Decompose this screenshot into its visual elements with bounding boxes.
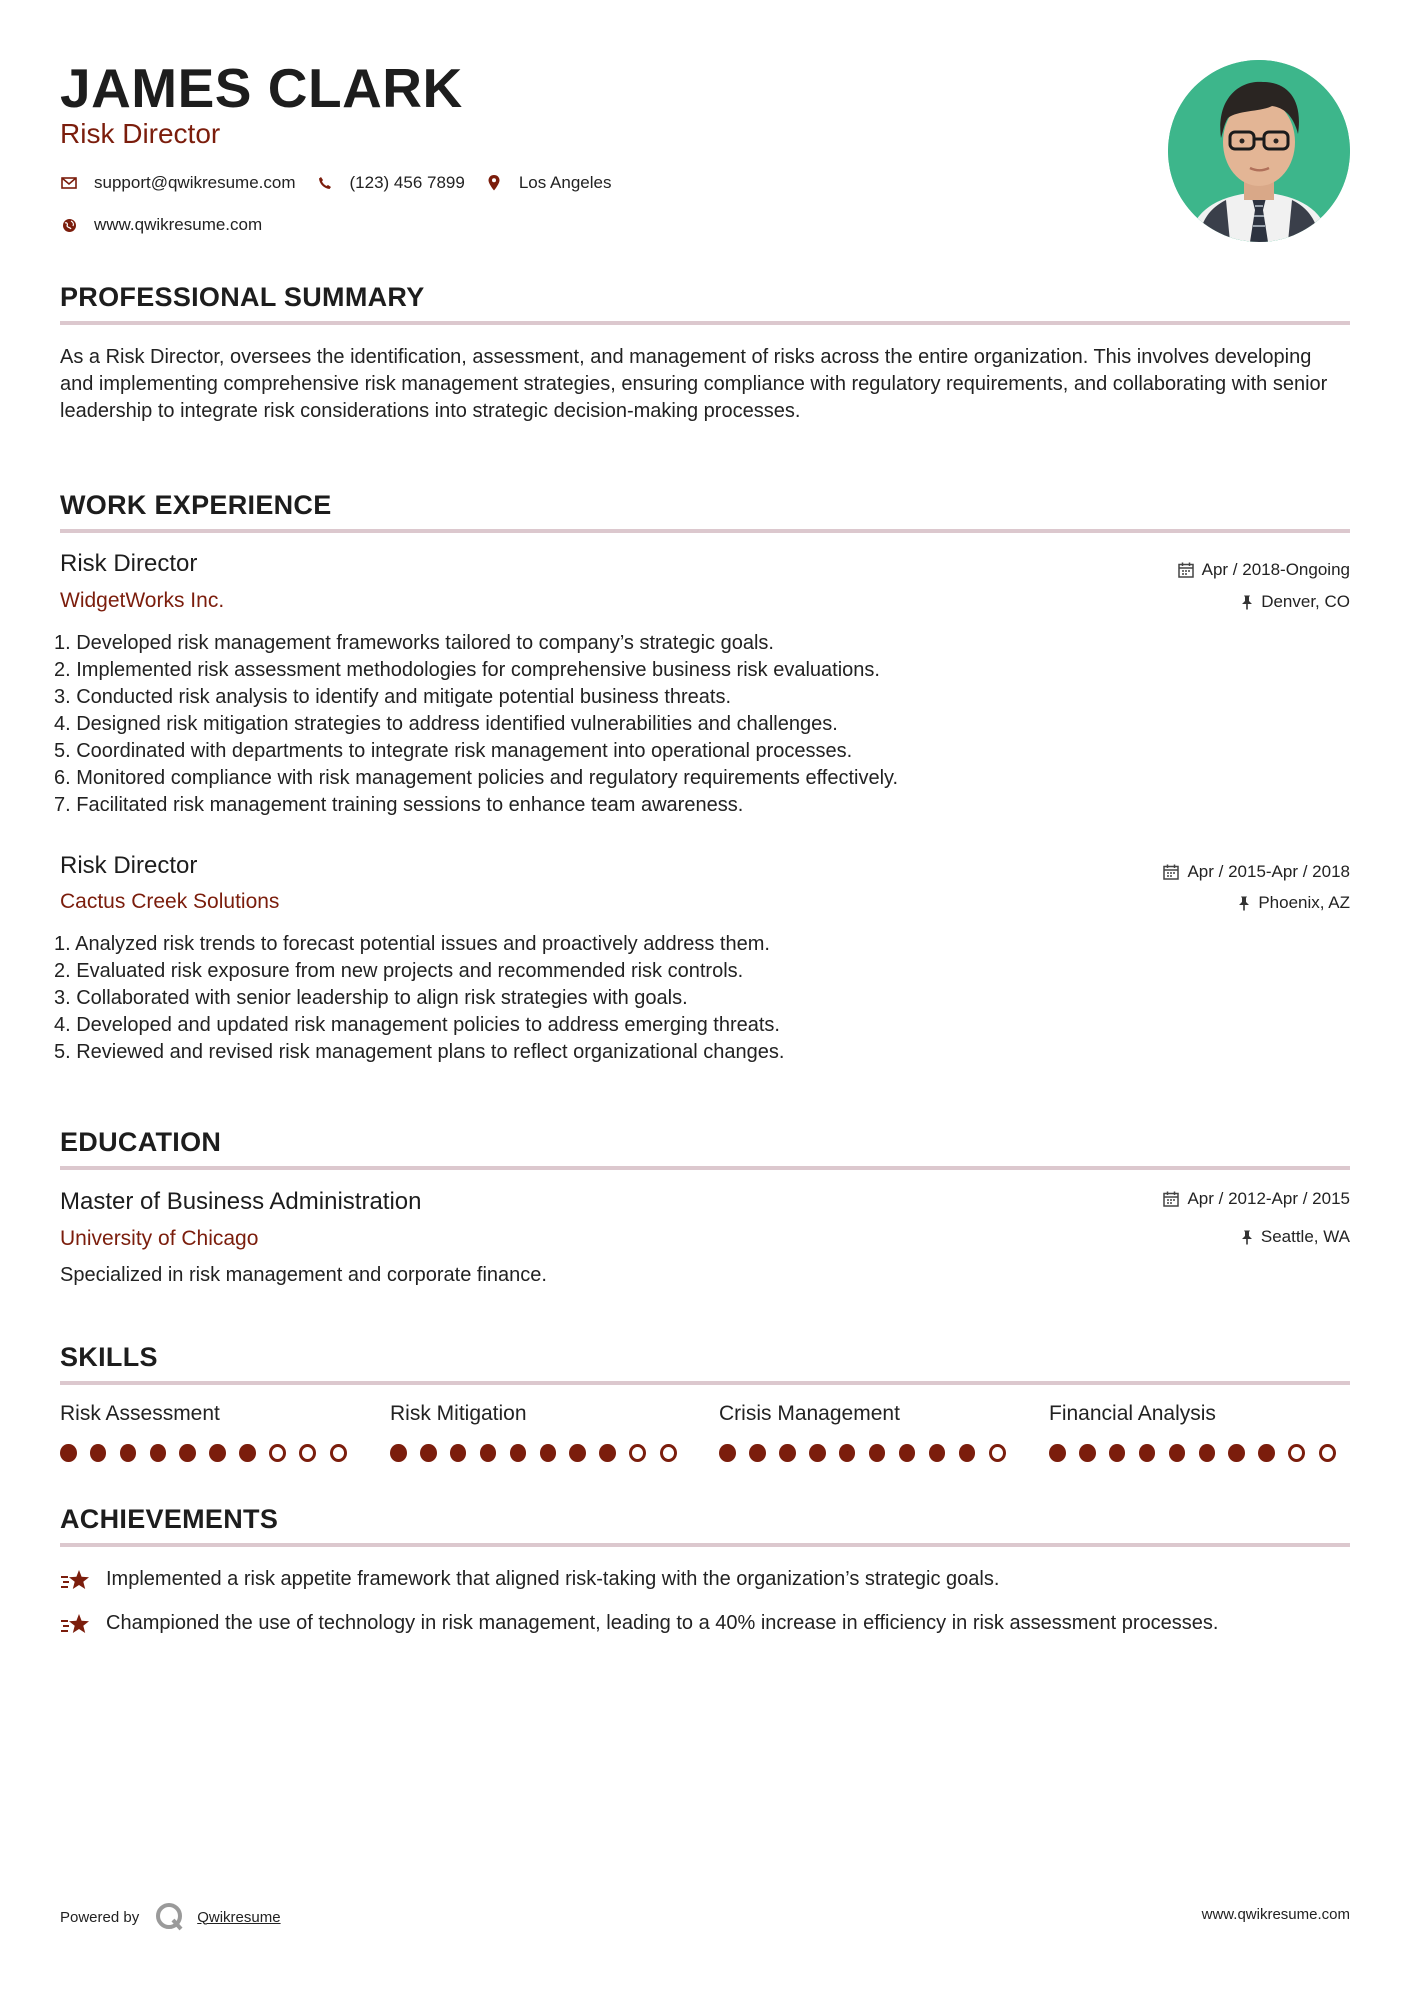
rating-dot-filled (1199, 1444, 1216, 1462)
summary-divider (60, 321, 1350, 325)
job-2-dates-text: Apr / 2015-Apr / 2018 (1187, 862, 1350, 881)
achievements-divider (60, 1543, 1350, 1547)
skill-name: Financial Analysis (1049, 1402, 1216, 1425)
contact-row-secondary (60, 215, 282, 235)
job-1-title: Risk Director (60, 550, 198, 577)
education-location (1241, 1227, 1350, 1247)
email-text[interactable]: support@qwikresume.com (94, 173, 296, 192)
skill-item (719, 1402, 1019, 1462)
education-description: Specialized in risk management and corporate finance. (60, 1264, 547, 1286)
job-1-location-text: Denver, CO (1261, 592, 1350, 611)
rating-dot-empty (989, 1444, 1006, 1462)
job-2-title: Risk Director (60, 852, 198, 879)
rating-dot-filled (120, 1444, 137, 1462)
list-item: 2. Evaluated risk exposure from new projects and recommended risk controls. (54, 960, 744, 982)
skill-rating (1049, 1444, 1349, 1462)
pin-icon (1241, 1230, 1253, 1245)
qwikresume-link[interactable]: Qwikresume (197, 1908, 281, 1926)
rating-dot-filled (869, 1444, 886, 1462)
job-2-bullets (54, 931, 1344, 1066)
list-item: 3. Conducted risk analysis to identify and mitigate potential business threats. (54, 686, 732, 708)
job-1-dates-text: Apr / 2018-Ongoing (1201, 560, 1350, 579)
pin-icon (1241, 595, 1253, 610)
rating-dot-filled (1049, 1444, 1066, 1462)
rating-dot-filled (749, 1444, 766, 1462)
rating-dot-filled (179, 1444, 196, 1462)
rating-dot-filled (899, 1444, 916, 1462)
candidate-title: Risk Director (60, 118, 221, 149)
experience-heading: WORK EXPERIENCE (60, 490, 332, 520)
rating-dot-filled (1169, 1444, 1186, 1462)
skill-rating (719, 1444, 1019, 1462)
rating-dot-empty (269, 1444, 286, 1462)
job-1-company: WidgetWorks Inc. (60, 589, 225, 612)
job-2-dates (1163, 862, 1350, 882)
achievement-item (60, 1566, 1350, 1602)
rating-dot-filled (450, 1444, 467, 1462)
rating-dot-filled (569, 1444, 586, 1462)
job-1-bullets (54, 630, 1344, 819)
rating-dot-filled (150, 1444, 167, 1462)
candidate-name: JAMES CLARK (60, 57, 463, 119)
skill-name: Risk Assessment (60, 1402, 220, 1425)
rating-dot-filled (1139, 1444, 1156, 1462)
rating-dot-filled (90, 1444, 107, 1462)
rating-dot-empty (660, 1444, 677, 1462)
skill-name: Risk Mitigation (390, 1402, 527, 1425)
job-2-company: Cactus Creek Solutions (60, 890, 280, 913)
phone-text: (123) 456 7899 (349, 173, 465, 192)
rating-dot-filled (540, 1444, 557, 1462)
list-item: 6. Monitored compliance with risk management policies and regulatory requirements effectively. (54, 767, 899, 789)
achievement-text: Championed the use of technology in risk management, leading to a 40% increase in efficiency in risk assessment processes. (106, 1612, 1219, 1634)
rating-dot-filled (1258, 1444, 1275, 1462)
rating-dot-filled (510, 1444, 527, 1462)
job-2-location (1238, 893, 1350, 913)
qwikresume-logo-icon (153, 1900, 187, 1934)
education-heading: EDUCATION (60, 1127, 222, 1157)
job-1-dates (1178, 560, 1350, 580)
star-award-icon (60, 1610, 92, 1646)
calendar-icon (1178, 562, 1194, 578)
list-item: 1. Analyzed risk trends to forecast potential issues and proactively address them. (54, 933, 770, 955)
rating-dot-filled (1109, 1444, 1126, 1462)
rating-dot-empty (629, 1444, 646, 1462)
education-dates (1163, 1189, 1350, 1209)
list-item: 3. Collaborated with senior leadership to align risk strategies with goals. (54, 987, 688, 1009)
email-icon (60, 174, 78, 192)
avatar-illustration (1168, 60, 1350, 242)
powered-by-label: Powered by (60, 1908, 140, 1926)
list-item: 5. Coordinated with departments to integrate risk management into operational processes. (54, 740, 853, 762)
phone-icon (316, 174, 334, 192)
calendar-icon (1163, 1191, 1179, 1207)
job-2-location-text: Phoenix, AZ (1258, 893, 1350, 912)
rating-dot-filled (929, 1444, 946, 1462)
rating-dot-empty (330, 1444, 347, 1462)
rating-dot-filled (209, 1444, 226, 1462)
education-dates-text: Apr / 2012-Apr / 2015 (1187, 1189, 1350, 1208)
skill-item (1049, 1402, 1349, 1462)
profile-photo (1168, 60, 1350, 242)
rating-dot-filled (420, 1444, 437, 1462)
rating-dot-filled (480, 1444, 497, 1462)
skill-rating (60, 1444, 360, 1462)
footer-powered-by (60, 1900, 281, 1934)
job-1-location (1241, 592, 1350, 612)
list-item: 7. Facilitated risk management training sessions to enhance team awareness. (54, 794, 744, 816)
skills-heading: SKILLS (60, 1342, 158, 1372)
skill-item (390, 1402, 690, 1462)
rating-dot-filled (839, 1444, 856, 1462)
education-divider (60, 1166, 1350, 1170)
education-location-text: Seattle, WA (1260, 1227, 1350, 1246)
rating-dot-filled (959, 1444, 976, 1462)
globe-icon (60, 216, 78, 234)
rating-dot-filled (809, 1444, 826, 1462)
star-award-icon (60, 1566, 92, 1602)
skill-rating (390, 1444, 690, 1462)
rating-dot-filled (239, 1444, 256, 1462)
skills-divider (60, 1381, 1350, 1385)
achievement-item (60, 1610, 1350, 1646)
list-item: 4. Developed and updated risk management policies to address emerging threats. (54, 1014, 780, 1036)
rating-dot-filled (390, 1444, 407, 1462)
pin-icon (1238, 896, 1250, 911)
achievement-text: Implemented a risk appetite framework that aligned risk-taking with the organization’s strategic goals. (106, 1568, 1000, 1590)
education-degree: Master of Business Administration (60, 1188, 422, 1215)
contact-row-primary (60, 173, 631, 193)
list-item: 2. Implemented risk assessment methodologies for comprehensive business risk evaluations. (54, 659, 880, 681)
list-item: 4. Designed risk mitigation strategies to address identified vulnerabilities and challenges. (54, 713, 838, 735)
skill-item (60, 1402, 360, 1462)
achievements-heading: ACHIEVEMENTS (60, 1504, 279, 1534)
summary-text: As a Risk Director, oversees the identification, assessment, and management of risks across the entire organization. This involves developing and implementing comprehensive risk management strategies, ensuring compliance with regulatory requirements, and collaborating with senior leadership to integrate risk considerations into strategic decision-making processes. (60, 346, 1328, 422)
rating-dot-filled (779, 1444, 796, 1462)
rating-dot-filled (1228, 1444, 1245, 1462)
rating-dot-empty (299, 1444, 316, 1462)
website-text[interactable]: www.qwikresume.com (94, 215, 263, 234)
rating-dot-filled (599, 1444, 616, 1462)
footer-website[interactable]: www.qwikresume.com (1201, 1906, 1350, 1923)
rating-dot-filled (719, 1444, 736, 1462)
rating-dot-filled (1079, 1444, 1096, 1462)
rating-dot-empty (1319, 1444, 1336, 1462)
rating-dot-filled (60, 1444, 77, 1462)
rating-dot-empty (1288, 1444, 1305, 1462)
education-school: University of Chicago (60, 1227, 259, 1250)
list-item: 1. Developed risk management frameworks tailored to company’s strategic goals. (54, 632, 774, 654)
experience-divider (60, 529, 1350, 533)
skill-name: Crisis Management (719, 1402, 900, 1425)
location-icon (485, 174, 503, 192)
location-text: Los Angeles (518, 173, 612, 192)
list-item: 5. Reviewed and revised risk management plans to reflect organizational changes. (54, 1041, 785, 1063)
calendar-icon (1163, 864, 1179, 880)
summary-heading: PROFESSIONAL SUMMARY (60, 282, 425, 312)
